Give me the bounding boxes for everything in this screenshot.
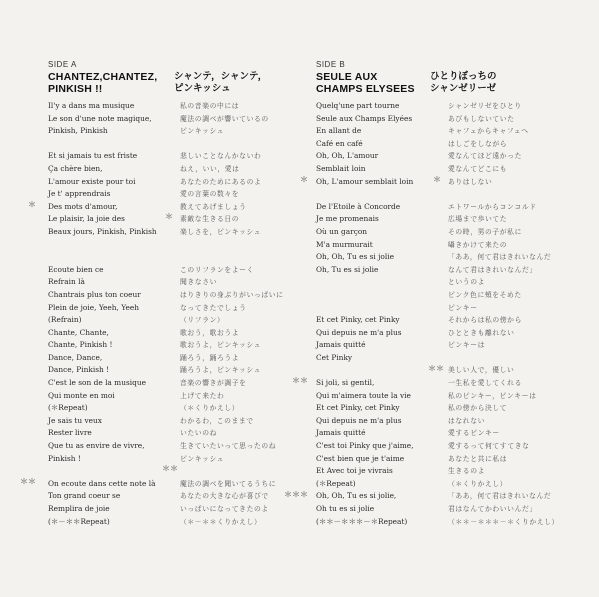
side-b-french-line: (＊＊－＊＊＊－＊Repeat) bbox=[316, 516, 408, 526]
side-b-japanese-line: 「ああ，何て君はきれいなんだ bbox=[448, 492, 552, 501]
side-b-japanese-line: （＊＊－＊＊＊－＊くりかえし） bbox=[448, 517, 559, 526]
side-b-french-line: C'est toi Pinky que j'aime, bbox=[316, 441, 414, 451]
side-a-french-line bbox=[48, 239, 157, 252]
side-a-french-line: Le plaisir, la joie des bbox=[48, 214, 125, 224]
side-b-japanese-line: シャンゼリゼをひとり bbox=[448, 102, 522, 110]
side-b-japanese-line: 愛なんてどこにも bbox=[448, 164, 508, 173]
side-a-japanese-line: 聞きなさい bbox=[180, 278, 217, 287]
side-b-japanese-line: 私の傍から決して bbox=[448, 404, 508, 413]
side-a-japanese-line bbox=[180, 251, 284, 264]
side-a-japanese-line: 生きていたいって思ったのね bbox=[180, 442, 277, 451]
repeat-marker: ＊ bbox=[165, 212, 173, 222]
side-a-japanese-line bbox=[180, 465, 284, 478]
side-a-french-line: Chantrais plus ton coeur bbox=[48, 289, 141, 299]
side-b-french-line: Cet Pinky bbox=[316, 352, 353, 362]
side-b-french-lyrics bbox=[316, 100, 413, 528]
side-b-french-line bbox=[316, 302, 413, 315]
side-a-japanese-line: 私の音楽の中には bbox=[180, 102, 240, 110]
side-a-french-line: Il'y a dans ma musique bbox=[48, 101, 135, 110]
side-b-japanese-line: その時，男の子が私に bbox=[448, 227, 522, 236]
side-b-japanese-line: 囁きかけて来たの bbox=[448, 240, 508, 249]
side-b-japanese-line: 「ああ，何て君はきれいなんだ bbox=[448, 253, 552, 262]
side-a-label: SIDE A bbox=[48, 60, 77, 69]
side-a-french-line: On ecoute dans cette note là bbox=[48, 478, 156, 488]
side-a-french-line bbox=[48, 251, 157, 264]
side-b-label: SIDE B bbox=[316, 60, 346, 69]
side-b-french-line: Oh, L'amour semblait loin bbox=[316, 176, 414, 186]
side-a-japanese-line: 踊ろう，踊ろうよ bbox=[180, 353, 240, 362]
side-b-japanese-line: エトワールからコンコルド bbox=[448, 202, 537, 211]
side-a-french-line: Rester livre bbox=[48, 428, 92, 438]
side-a-french-line: Et si jamais tu est friste bbox=[48, 151, 138, 161]
side-a-french-line: L'amour existe pour toi bbox=[48, 176, 136, 186]
side-a-french-line: (Refrain) bbox=[48, 315, 82, 325]
side-b-french-line: Qui depuis ne m'a plus bbox=[316, 327, 402, 337]
side-a-japanese-line: 愛の言葉の数々を bbox=[180, 190, 240, 199]
side-a-japanese-line bbox=[180, 138, 284, 151]
repeat-marker: ＊＊ bbox=[428, 363, 444, 373]
side-a-japanese-line: 魔法の調べが響いているの bbox=[180, 114, 269, 123]
side-b-french-line: En allant de bbox=[316, 126, 362, 136]
side-b-french-line: Et Avec toi je vivrais bbox=[316, 466, 393, 476]
side-a-french-line: C'est le son de la musique bbox=[48, 378, 146, 388]
repeat-marker: ＊＊ bbox=[162, 464, 178, 474]
side-b-japanese-line: ありはしない bbox=[448, 177, 493, 186]
side-a-french-line: Que tu as envire de vivre, bbox=[48, 441, 145, 451]
side-b-japanese-line: はしごをしながら bbox=[448, 139, 508, 148]
side-a-japanese-line: はりきりの身ぶりがいっぱいに bbox=[180, 290, 284, 299]
side-b-french-line bbox=[316, 289, 413, 302]
side-a-french-line: Ça chère bien, bbox=[48, 163, 103, 173]
side-b-japanese-line: あなたと共に私は bbox=[448, 454, 508, 463]
side-b-japanese-line: なんて君はきれいなんだ」 bbox=[448, 265, 537, 274]
side-b-french-line: M'a murmurait bbox=[316, 239, 373, 249]
side-a-japanese-line: 教えてあげましょう bbox=[180, 202, 247, 211]
side-a-title-japanese: シャンテ，シャンテ， ピンキッシュ bbox=[174, 71, 268, 94]
side-a-japanese-line: 歌おう，歌おうよ bbox=[180, 328, 240, 337]
side-a-japanese-line: 音楽の響きが調子を bbox=[180, 379, 247, 388]
side-b-french-line: Quelq'une part tourne bbox=[316, 101, 400, 110]
side-a-french-line: Remplira de joie bbox=[48, 504, 110, 513]
side-a-french-line bbox=[48, 138, 157, 151]
side-b-japanese-line: 愛するピンキー bbox=[448, 429, 500, 438]
side-a-japanese-line: ねえ，いい，愛は bbox=[180, 164, 240, 173]
side-a-french-line: Chante, Pinkish ! bbox=[48, 340, 113, 350]
side-a-japanese-line: 歌おうよ，ピンキッシュ bbox=[180, 341, 262, 350]
side-a-french-line: Chante, Chante, bbox=[48, 327, 109, 337]
side-b-french-line: Et cet Pinky, cet Pinky bbox=[316, 315, 400, 325]
side-a-french-line: Le son d'une note magique, bbox=[48, 113, 152, 123]
side-a-french-line: Plein de joie, Yeeh, Yeeh bbox=[48, 302, 139, 312]
side-b-japanese-lyrics bbox=[448, 100, 559, 528]
side-b-japanese-line: ピンキー bbox=[448, 303, 478, 312]
side-b-french-line: Si joli, si gentil, bbox=[316, 378, 375, 388]
side-a-french-line: Beaux jours, Pinkish, Pinkish bbox=[48, 226, 157, 236]
side-a-japanese-line: このリフランをよーく bbox=[180, 265, 254, 274]
side-a-japanese-line: わかるわ，このままで bbox=[180, 416, 254, 425]
side-b-japanese-line: 一生私を愛してくれる bbox=[448, 379, 522, 388]
side-b-french-line: Qui m'aimera toute la vie bbox=[316, 390, 411, 400]
side-b-french-line: Semblait loin bbox=[316, 163, 366, 173]
side-b-french-line: Je me promenais bbox=[316, 214, 379, 224]
side-b-japanese-line: キャフェからキャフェへ bbox=[448, 127, 529, 136]
side-b-french-line: De l'Etoile à Concorde bbox=[316, 201, 401, 211]
side-b-japanese-line: 君はなんてかわいいんだ」 bbox=[448, 505, 537, 513]
side-a-french-line: Je sais tu veux bbox=[48, 415, 102, 425]
side-b-french-line: Oh tu es si jolie bbox=[316, 504, 375, 513]
side-b-french-line: Café en café bbox=[316, 138, 363, 148]
side-a-title-french: CHANTEZ,CHANTEZ, PINKISH !! bbox=[48, 71, 158, 95]
side-b-french-line: Jamais quitté bbox=[316, 340, 366, 350]
side-a-japanese-line: 素敵な生きる日の bbox=[180, 215, 240, 224]
side-b-japanese-line bbox=[448, 188, 559, 201]
side-b-french-line: Oh, Tu es si jolie bbox=[316, 264, 379, 274]
side-b-japanese-line: 生きるのよ bbox=[448, 467, 485, 476]
side-b-japanese-line: 愛なんてほど遠かった bbox=[448, 152, 522, 161]
side-b-french-line: Seule aux Champs Elyées bbox=[316, 113, 413, 123]
side-a-french-line: Ecoute bien ce bbox=[48, 264, 104, 274]
side-a-japanese-line: あなたの大きな心が喜びで bbox=[180, 492, 269, 501]
side-b-french-line: Oh, Oh, Tu es si jolie, bbox=[316, 491, 397, 501]
side-b-japanese-line: 愛するって何てすてきな bbox=[448, 442, 530, 451]
side-a-french-line: Des mots d'amour, bbox=[48, 201, 118, 211]
side-b-japanese-line: ピンク色に頬をそめた bbox=[448, 290, 522, 299]
side-b-french-line bbox=[316, 276, 413, 289]
side-b-japanese-line: はなれない bbox=[448, 416, 485, 425]
side-a-japanese-line: （＊くりかえし） bbox=[180, 404, 240, 413]
side-b-japanese-line: （＊くりかえし） bbox=[448, 479, 508, 488]
side-a-japanese-line bbox=[180, 239, 284, 252]
repeat-marker: ＊ bbox=[300, 174, 308, 184]
side-b-french-line: Et cet Pinky, cet Pinky bbox=[316, 403, 400, 413]
side-a-japanese-line: なってきたでしょう bbox=[180, 303, 247, 312]
side-b-title-japanese: ひとりぼっちの シャンゼリーゼ bbox=[430, 71, 497, 94]
side-a-french-line bbox=[48, 465, 157, 478]
side-a-french-line: Ton grand coeur se bbox=[48, 491, 121, 501]
side-b-french-line: Jamais quitté bbox=[316, 428, 366, 438]
repeat-marker: ＊＊ bbox=[20, 477, 36, 486]
side-b-japanese-line: というのよ bbox=[448, 278, 485, 287]
side-a-japanese-line: いっぱいになってきたのよ bbox=[180, 505, 269, 513]
repeat-marker: ＊ bbox=[28, 199, 36, 209]
side-a-japanese-lyrics bbox=[180, 100, 284, 528]
side-b-french-line: Oh, Oh, Tu es si jolie bbox=[316, 252, 394, 262]
side-b-title-french: SEULE AUX CHAMPS ELYSEES bbox=[316, 71, 415, 95]
repeat-marker: ＊ bbox=[433, 174, 441, 184]
side-a-japanese-line: いたいのね bbox=[180, 429, 217, 438]
side-b-japanese-line: それからは私の傍から bbox=[448, 316, 522, 325]
side-b-japanese-line: ピンキーは bbox=[448, 341, 485, 350]
side-b-french-line: Oh, Oh, L'amour bbox=[316, 151, 379, 161]
side-a-french-line: Qui monte en moi bbox=[48, 390, 115, 400]
side-b-french-line bbox=[316, 364, 413, 377]
side-a-japanese-line: 踊ろうよ，ピンキッシュ bbox=[180, 366, 262, 375]
side-a-japanese-line: あなたのためにあるのよ bbox=[180, 177, 262, 186]
side-a-japanese-line: 悲しいことなんかないわ bbox=[180, 152, 262, 161]
side-a-japanese-line: 楽しさを，ピンキッシュ bbox=[180, 227, 262, 236]
side-a-french-line: (＊－＊＊Repeat) bbox=[48, 516, 110, 526]
side-a-japanese-line: ピンキッシュ bbox=[180, 454, 225, 463]
side-a-french-lyrics bbox=[48, 100, 157, 528]
repeat-marker: ＊＊＊ bbox=[284, 489, 308, 499]
side-b-japanese-line: ひとときも離れない bbox=[448, 328, 515, 337]
side-b-japanese-line: あびもしないていた bbox=[448, 114, 515, 123]
side-b-japanese-line: 美しい人で，優しい bbox=[448, 366, 515, 375]
side-b-japanese-line: 広場まで歩いてた bbox=[448, 215, 508, 224]
side-a-japanese-line: ピンキッシュ bbox=[180, 127, 225, 136]
side-a-french-line: Dance, Dance, bbox=[48, 352, 103, 362]
side-b-japanese-line: 私のピンキー，ピンキーは bbox=[448, 391, 537, 400]
side-b-french-line bbox=[316, 188, 413, 201]
side-b-japanese-line bbox=[448, 352, 559, 365]
side-a-japanese-line: 魔法の調べを聞いてるうちに bbox=[180, 479, 277, 488]
side-a-french-line: Je t' apprendrais bbox=[48, 189, 111, 199]
side-a-japanese-line: （リフラン） bbox=[180, 316, 225, 325]
side-a-japanese-line: 上げて来たわ bbox=[180, 391, 225, 400]
side-a-french-line: Pinkish, Pinkish bbox=[48, 126, 108, 136]
side-a-french-line: Dance, Pinkish ! bbox=[48, 365, 110, 375]
side-a-french-line: Pinkish ! bbox=[48, 453, 81, 463]
repeat-marker: ＊＊ bbox=[292, 376, 308, 386]
side-a-french-line: Refrain là bbox=[48, 277, 85, 287]
side-b-french-line: Où un garçon bbox=[316, 226, 368, 236]
side-b-french-line: C'est bien que je t'aime bbox=[316, 453, 405, 463]
side-b-french-line: (＊Repeat) bbox=[316, 478, 356, 488]
side-b-french-line: Qui depuis ne m'a plus bbox=[316, 415, 402, 425]
side-a-french-line: (＊Repeat) bbox=[48, 403, 88, 413]
side-a-japanese-line: （＊－＊＊くりかえし） bbox=[180, 517, 262, 526]
